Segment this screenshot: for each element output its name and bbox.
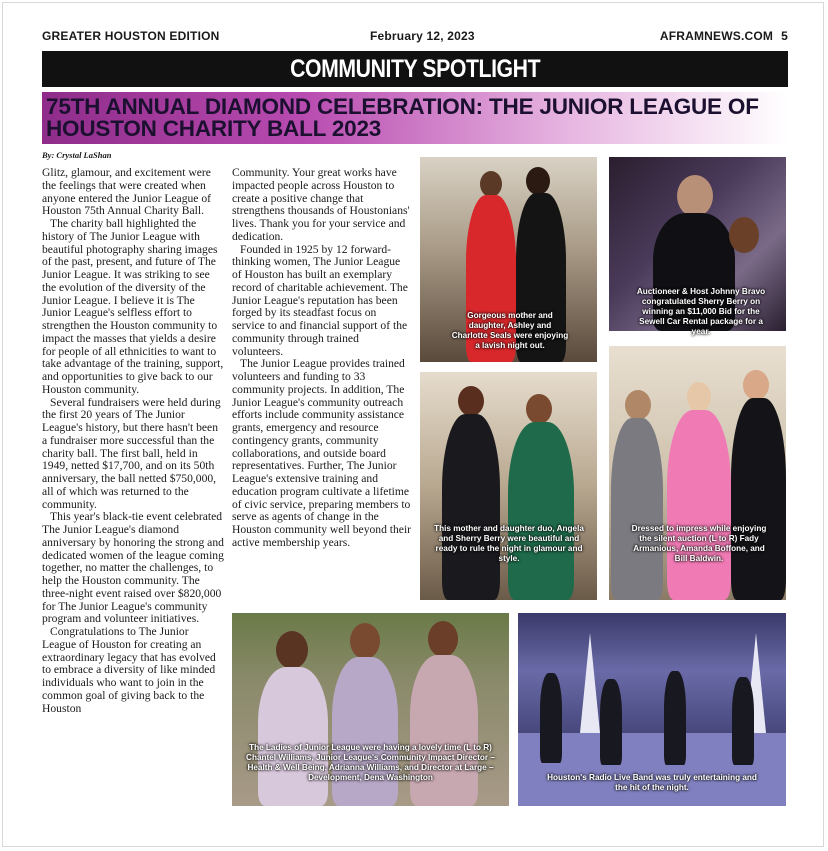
section-banner-text: COMMUNITY SPOTLIGHT bbox=[289, 54, 541, 83]
paragraph: The Junior League provides trained volunteers and funding to 33 community projects. In addition, The Junior League's community outreach efforts include community assistance grants, emergency and resource contingency grants, community collaborations, and outside board representatives. Further, The Junior League's extensive training and education program cultivate a lifetime of civic service, preparing members to serve as agents of change in the Houston community well beyond their active membership years. bbox=[232, 357, 412, 549]
article-column-2 bbox=[232, 167, 412, 550]
paragraph: Several fundraisers were held during the first 20 years of The Junior League's history, but there hasn't been a fundraiser more successful than the charity ball. The first ball, held in 1949, netted $17,700, and on its 50th anniversary, the ball netted $750,000, all of which was returned to the community. bbox=[42, 395, 221, 511]
photo-caption: Auctioneer & Host Johnny Bravo congratulated Sherry Berry on winning an $11,000 Bid for the Sewell Car Rental package for a year. bbox=[636, 287, 766, 336]
headline-bar bbox=[42, 92, 788, 144]
photo-auctioneer bbox=[609, 157, 786, 336]
edition-label: GREATER HOUSTON EDITION bbox=[42, 29, 220, 43]
photo-caption: Gorgeous mother and daughter, Ashley and Charlotte Seals were enjoying a lavish night out. bbox=[451, 311, 569, 350]
photo-caption: This mother and daughter duo, Angela and Sherry Berry were beautiful and ready to rule the night in glamour and style. bbox=[434, 524, 584, 563]
photo-caption: Dressed to impress while enjoying the silent auction (L to R) Fady Armanious, Amanda Boffone, and Bill Baldwin. bbox=[631, 524, 767, 563]
section-banner bbox=[42, 51, 788, 87]
page-number: 5 bbox=[781, 29, 788, 43]
issue-date: February 12, 2023 bbox=[370, 29, 475, 43]
site-and-page bbox=[660, 29, 788, 43]
photo-ladies-of-junior-league bbox=[232, 613, 509, 806]
photo-caption: The Ladies of Junior League were having a lovely time (L to R) Chantel Williams, Junior League's Community Impact Director – Health & Well Being, Adrianna Williams, and Director at Large – Development, Dena Washington bbox=[246, 743, 495, 782]
page-header bbox=[42, 29, 788, 45]
photo-silent-auction-trio bbox=[609, 346, 786, 600]
paragraph: Founded in 1925 by 12 forward-thinking women, The Junior League of Houston has built an exemplary record of charitable achievement. The Junior League's reputation has been forged by its steadfast focus on service to and financial support of the community through trained volunteers. bbox=[232, 242, 408, 358]
photo-caption: Houston's Radio Live Band was truly entertaining and the hit of the night. bbox=[547, 773, 757, 792]
article-column-1 bbox=[42, 167, 225, 715]
site-name: AFRAMNEWS.COM bbox=[659, 29, 774, 43]
paragraph: Community. Your great works have impacted people across Houston to create a positive change that strengthens thousands of Houstonians' lives. Thank you for your service and dedication. bbox=[232, 166, 410, 243]
photo-radio-live-band bbox=[518, 613, 786, 806]
byline: By: Crystal LaShan bbox=[42, 150, 112, 160]
paragraph: This year's black-tie event celebrated The Junior League's diamond anniversary by honoring the strong and dedicated women of the league coming together, no matter the challenges, to help the Houston community. The three-night event raised over $820,000 for The Junior League's community program and volunteer initiatives. bbox=[42, 510, 224, 626]
article-headline: 75TH ANNUAL DIAMOND CELEBRATION: THE JUNIOR LEAGUE OF HOUSTON CHARITY BALL 2023 bbox=[46, 94, 759, 141]
paragraph: Congratulations to The Junior League of Houston for creating an extraordinary legacy that has evolved to embrace a diversity of like minded individuals who want to join in the common goal of giving back to the Houston bbox=[42, 625, 216, 715]
photo-angela-sherry-berry bbox=[420, 372, 597, 600]
paragraph: The charity ball highlighted the history of The Junior League with beautiful photography sharing images of the past, present, and future of The Junior League. It was striking to see the evolution of the diversity of the Junior League. I believe it is The Junior League's selfless effort to strengthen the Houston community to impact the masses that yields a desire for people of all ethnicities to want to take advantage of the training, support, and opportunities to give back to our Houston community. bbox=[42, 217, 224, 396]
photo-mother-daughter-seals bbox=[420, 157, 597, 362]
paragraph: Glitz, glamour, and excitement were the feelings that were created when anyone entered the Junior League of Houston 75th Annual Charity Ball. bbox=[42, 166, 212, 218]
